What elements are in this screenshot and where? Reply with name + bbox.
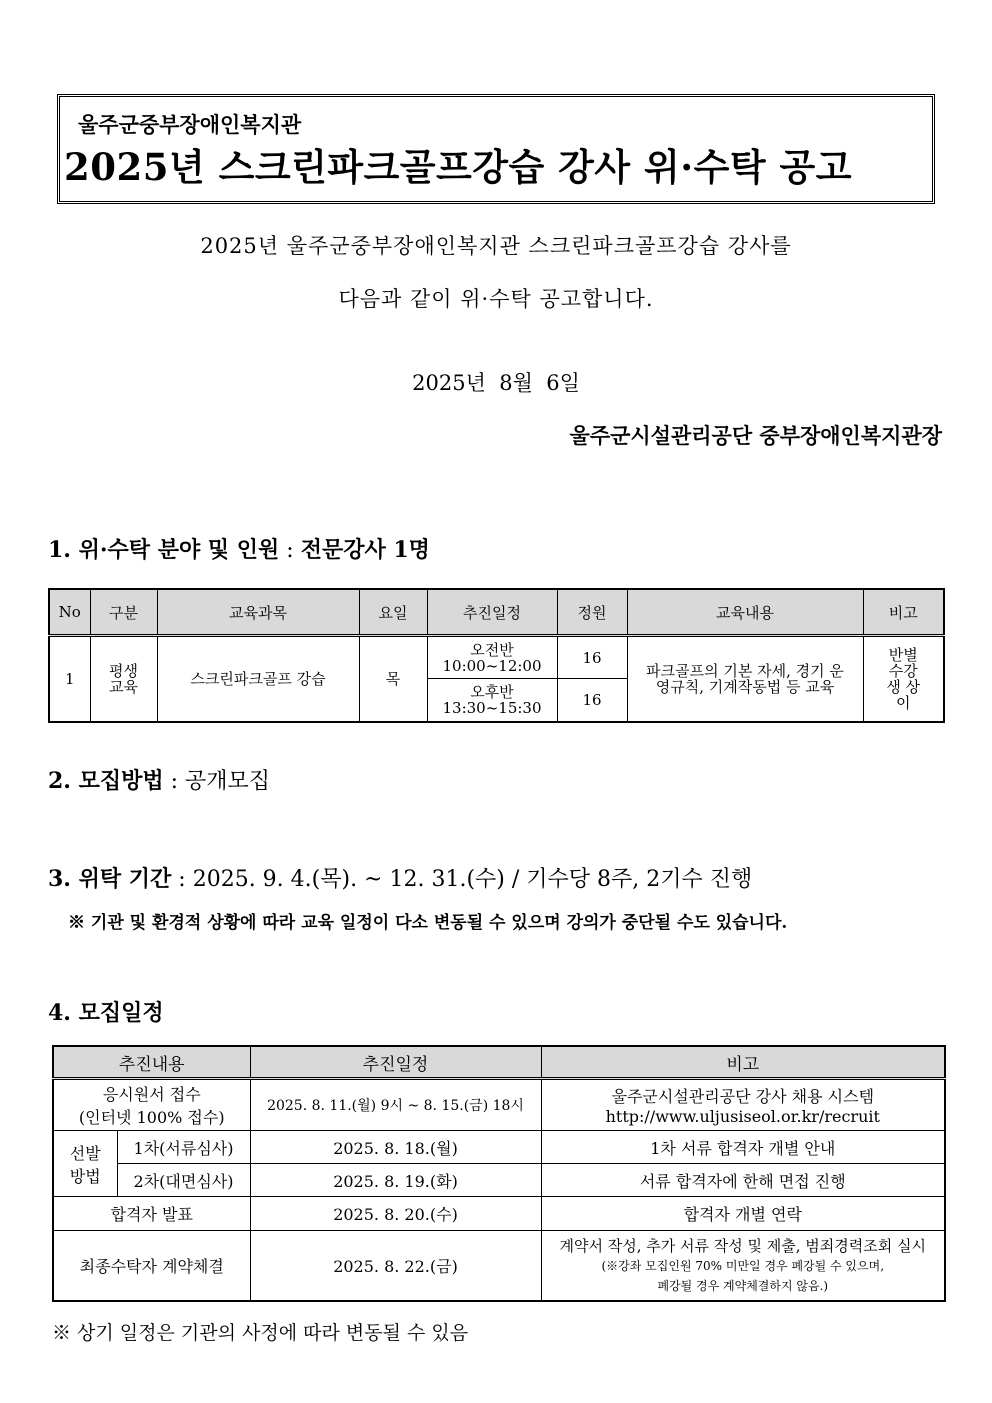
table-header-row: [49, 589, 944, 636]
table-row: [49, 636, 944, 679]
col-header-subject: 교육과목: [157, 589, 359, 636]
cell-second-round-date: 2025. 8. 19.(화): [250, 1164, 541, 1197]
table-row: [53, 1131, 945, 1164]
col-header-category: 구분: [90, 589, 157, 636]
col-header-capacity: 정원: [557, 589, 627, 636]
course-table: [48, 588, 945, 723]
col-header-note: 비고: [863, 589, 944, 636]
table-header-row: [53, 1046, 945, 1079]
cell-second-round-remark: 서류 합격자에 한해 면접 진행: [541, 1164, 945, 1197]
cell-application-date: 2025. 8. 11.(월) 9시 ~ 8. 15.(금) 18시: [250, 1079, 541, 1131]
contract-remark-note-1: (※강좌 모집인원 70% 미만일 경우 폐강될 수 있으며,: [601, 1258, 885, 1273]
col-header-day: 요일: [359, 589, 427, 636]
section-4-label: 4. 모집일정: [48, 1000, 164, 1026]
schedule-change-note: ※ 기관 및 환경적 상황에 따라 교육 일정이 다소 변동될 수 있으며 강의가 중단될 수도 있습니다.: [68, 913, 788, 933]
table-row: [53, 1079, 945, 1131]
recruit-schedule-table: [52, 1045, 946, 1302]
section-1-heading: [48, 533, 430, 564]
col-header-content: 교육내용: [627, 589, 863, 636]
recruit-url-link[interactable]: http://www.uljusiseol.or.kr/recruit: [605, 1107, 880, 1126]
col-header-remark: 비고: [541, 1046, 945, 1079]
col-header-no: No: [49, 589, 90, 636]
intro-line-1: 2025년 울주군중부장애인복지관 스크린파크골프강습 강사를: [200, 234, 792, 258]
cell-contract-date: 2025. 8. 22.(금): [250, 1231, 541, 1301]
section-1-value: 전문강사 1명: [300, 537, 430, 563]
cell-afternoon-schedule: [427, 679, 557, 722]
cell-application-remark: [541, 1079, 945, 1131]
cell-announcement-remark: 합격자 개별 연락: [541, 1197, 945, 1231]
cell-second-round: 2차(대면심사): [117, 1164, 250, 1197]
cell-no: 1: [49, 636, 90, 722]
section-2-heading: [48, 764, 270, 795]
contract-remark-main: 계약서 작성, 추가 서류 작성 및 제출, 범죄경력조회 실시: [559, 1236, 926, 1255]
afternoon-class-time: 13:30~15:30: [442, 698, 542, 717]
col-header-schedule: 추진일정: [427, 589, 557, 636]
intro-line-2: 다음과 같이 위·수탁 공고합니다.: [338, 287, 654, 311]
cell-selection-method: [53, 1131, 117, 1197]
application-sub: (인터넷 100% 접수): [78, 1108, 225, 1127]
cell-application: [53, 1079, 250, 1131]
section-3-value: 2025. 9. 4.(목). ~ 12. 31.(수) / 기수당 8주, 2기수 진행: [192, 867, 753, 892]
selection-label-a: 선발: [69, 1143, 101, 1163]
cell-contract-remark: [541, 1231, 945, 1301]
section-2-label: 2. 모집방법: [48, 768, 164, 794]
section-1-label: 1. 위·수탁 분야 및 인원: [48, 537, 280, 563]
table-row: [53, 1197, 945, 1231]
cell-announcement-date: 2025. 8. 20.(수): [250, 1197, 541, 1231]
section-3-label: 3. 위탁 기간: [48, 866, 172, 892]
section-2-sep: :: [163, 769, 186, 794]
morning-class-time: 10:00~12:00: [442, 656, 542, 675]
contract-remark-note-2: 폐강될 경우 계약체결하지 않음.): [657, 1278, 829, 1293]
col-header-date: 추진일정: [250, 1046, 541, 1079]
cell-content: 파크골프의 기본 자세, 경기 운영규칙, 기계작동법 등 교육: [627, 636, 863, 722]
schedule-notice: ※ 상기 일정은 기관의 사정에 따라 변동될 수 있음: [52, 1322, 469, 1344]
cell-first-round-date: 2025. 8. 18.(월): [250, 1131, 541, 1164]
cell-day: 목: [359, 636, 427, 722]
cell-morning-schedule: [427, 636, 557, 679]
cell-subject: 스크린파크골프 강습: [157, 636, 359, 722]
section-2-value: 공개모집: [185, 769, 271, 794]
org-name: 울주군중부장애인복지관: [78, 112, 302, 137]
cell-contract: 최종수탁자 계약체결: [53, 1231, 250, 1301]
cell-morning-capacity: 16: [557, 636, 627, 679]
cell-afternoon-capacity: 16: [557, 679, 627, 722]
section-3-sep: :: [171, 867, 193, 892]
title-box: [57, 94, 935, 204]
cell-note: 반별 수강생 상이: [863, 636, 944, 722]
cell-first-round-remark: 1차 서류 합격자 개별 안내: [541, 1131, 945, 1164]
section-3-heading: [48, 862, 752, 893]
section-4-heading: [48, 996, 164, 1027]
application-label: 응시원서 접수: [102, 1085, 201, 1104]
morning-class-name: 오전반: [470, 640, 514, 659]
col-header-task: 추진내용: [53, 1046, 250, 1079]
page-title: 2025년 스크린파크골프강습 강사 위·수탁 공고: [64, 145, 852, 189]
table-row: [53, 1164, 945, 1197]
section-1-sep: :: [279, 538, 301, 563]
selection-label-b: 방법: [69, 1166, 101, 1186]
table-row: [53, 1231, 945, 1301]
afternoon-class-name: 오후반: [470, 682, 514, 701]
cell-category: 평생교육: [90, 636, 157, 722]
signer: 울주군시설관리공단 중부장애인복지관장: [569, 423, 942, 448]
cell-announcement: 합격자 발표: [53, 1197, 250, 1231]
cell-first-round: 1차(서류심사): [117, 1131, 250, 1164]
system-name: 울주군시설관리공단 강사 채용 시스템: [611, 1087, 875, 1106]
announcement-date: 2025년 8월 6일: [412, 371, 580, 395]
